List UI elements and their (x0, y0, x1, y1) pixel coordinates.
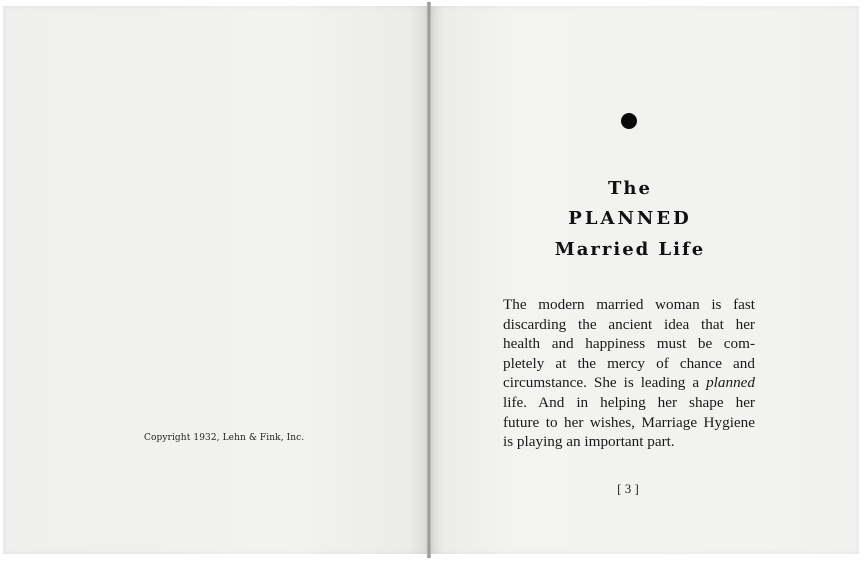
body-line: health and happiness must be com- (503, 335, 755, 353)
body-line: future to her wishes, Marriage Hygiene (503, 413, 755, 431)
body-line: life. And in helping her shape her (503, 393, 755, 411)
body-line: is playing an important part. (503, 433, 675, 451)
copyright-notice: Copyright 1932, Lehn & Fink, Inc. (144, 433, 305, 443)
title-line-the: The (608, 178, 652, 199)
body-line: The modern married woman is fast (503, 296, 755, 313)
body-line-text: circumstance. She is leading a (503, 374, 700, 392)
body-line: discarding the ancient idea that her (503, 315, 755, 333)
body-paragraph (503, 295, 755, 452)
body-line (503, 373, 755, 393)
body-line: pletely at the mercy of chance and (503, 354, 755, 372)
left-page (3, 6, 427, 554)
emphasis-planned: planned (706, 374, 756, 392)
right-page (431, 6, 859, 554)
page-number: [ 3 ] (617, 481, 639, 496)
title-line-married-life: Married Life (554, 239, 706, 260)
title-ornament-dot (621, 113, 637, 129)
title-line-planned: PLANNED (568, 208, 692, 229)
